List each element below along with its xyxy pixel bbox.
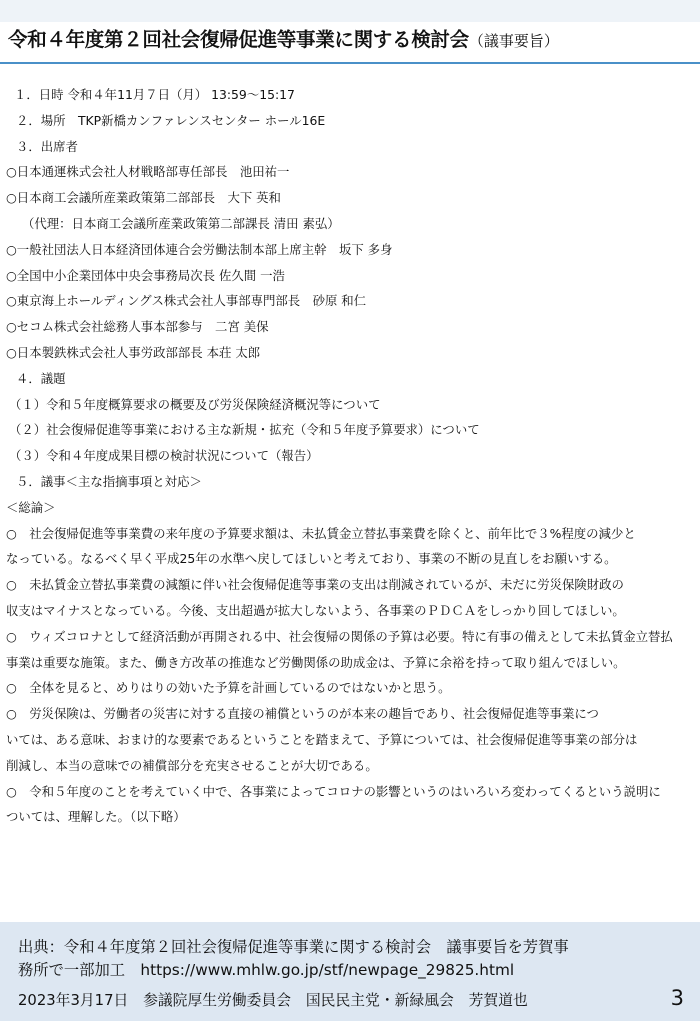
section-datetime: １．日時 令和４年11月７日（月） 13:59～15:17 xyxy=(14,87,295,102)
subsection-general: ＜総論＞ xyxy=(6,499,56,515)
agenda-item: （１）令和５年度概算要求の概要及び労災保険経済概況等について xyxy=(9,396,381,412)
attendee-item: ○日本製鉄株式会社人事労政部部長 本荘 太郎 xyxy=(6,344,261,360)
comment-line: 事業は重要な施策。また、働き方改革の推進など労働関係の助成金は、予算に余裕を持って取り組んでほしい。 xyxy=(6,654,626,670)
comment-line: 収支はマイナスとなっている。今後、支出超過が拡大しないよう、各事業のＰＤＣＡをしっかり回してほしい。 xyxy=(6,602,625,618)
top-strip xyxy=(0,0,700,22)
comment-line: ○ 未払賃金立替払事業費の減額に伴い社会復帰促進等事業の支出は削減されているが、未だに労災保険財政の xyxy=(6,577,624,593)
comment-line: ○ ウィズコロナとして経済活動が再開される中、社会復帰の関係の予算は必要。特に有事の備えとして未払賃金立替払 xyxy=(6,628,673,644)
footer xyxy=(0,922,700,1021)
attendee-item: ○全国中小企業団体中央会事務局次長 佐久間 一浩 xyxy=(6,267,285,283)
title-subtitle: （議事要旨） xyxy=(468,32,559,50)
source-line-1: 出典：令和４年度第２回社会復帰促進等事業に関する検討会 議事要旨を芳賀事 xyxy=(18,938,569,956)
comment-line: 削減し、本当の意味での補償部分を充実させることが大切である。 xyxy=(6,757,378,773)
page-number: 3 xyxy=(670,986,684,1010)
title-main: 令和４年度第２回社会復帰促進等事業に関する検討会 xyxy=(8,28,469,51)
comment-line: なっている。なるべく早く平成25年の水準へ戻してほしいと考えており、事業の不断の見直しをお願いする。 xyxy=(6,551,617,567)
attendee-item: ○一般社団法人日本経済団体連合会労働法制本部上席主幹 坂下 多身 xyxy=(6,241,393,257)
attendee-item: ○東京海上ホールディングス株式会社人事部専門部長 砂原 和仁 xyxy=(6,293,367,309)
attendee-item: ○セコム株式会社総務人事本部参与 二宮 美保 xyxy=(6,319,269,335)
title-divider xyxy=(0,62,700,64)
attendee-proxy: （代理：日本商工会議所産業政策第二部課長 清田 素弘） xyxy=(22,215,340,231)
comment-line: ○ 社会復帰促進等事業費の来年度の予算要求額は、未払賃金立替払事業費を除くと、前年比で３%程度の減少と xyxy=(6,525,636,541)
comment-line: ○ 労災保険は、労働者の災害に対する直接の補償というのが本来の趣旨であり、社会復帰促進等事業につ xyxy=(6,706,599,722)
comment-line: ○ 全体を見ると、めりはりの効いた予算を計画しているのではないかと思う。 xyxy=(6,680,451,696)
source-citation xyxy=(18,936,688,982)
comment-line: ついては、理解した。（以下略） xyxy=(6,809,186,825)
section-proceedings-heading: ５．議事＜主な指摘事項と対応＞ xyxy=(16,473,202,489)
section-venue: ２．場所 TKP新橋カンファレンスセンター ホール16E xyxy=(16,112,326,128)
footer-meta: 2023年3月17日 参議院厚生労働委員会 国民民主党・新緑風会 芳賀道也 xyxy=(18,992,528,1009)
agenda-item: （３）令和４年度成果目標の検討状況について（報告） xyxy=(9,448,319,464)
comment-line: いては、ある意味、おまけ的な要素であるということを踏まえて、予算については、社会復帰促進等事業の部分は xyxy=(6,731,638,747)
comment-line: ○ 令和５年度のことを考えていく中で、各事業によってコロナの影響というのはいろいろ変わってくるという説明に xyxy=(6,783,661,799)
attendee-item: ○日本商工会議所産業政策第二部部長 大下 英和 xyxy=(6,190,281,206)
page-title xyxy=(8,26,698,55)
attendee-item: ○日本通運株式会社人材戦略部専任部長 池田祐一 xyxy=(6,164,290,180)
section-agenda-heading: ４．議題 xyxy=(16,370,66,386)
section-attendees-heading: ３．出席者 xyxy=(16,138,78,154)
document-body xyxy=(6,82,696,830)
agenda-item: （２）社会復帰促進等事業における主な新規・拡充（令和５年度予算要求）について xyxy=(9,422,480,438)
source-line-2: 務所で一部加工 https://www.mhlw.go.jp/stf/newpage_29825.html xyxy=(18,961,515,979)
